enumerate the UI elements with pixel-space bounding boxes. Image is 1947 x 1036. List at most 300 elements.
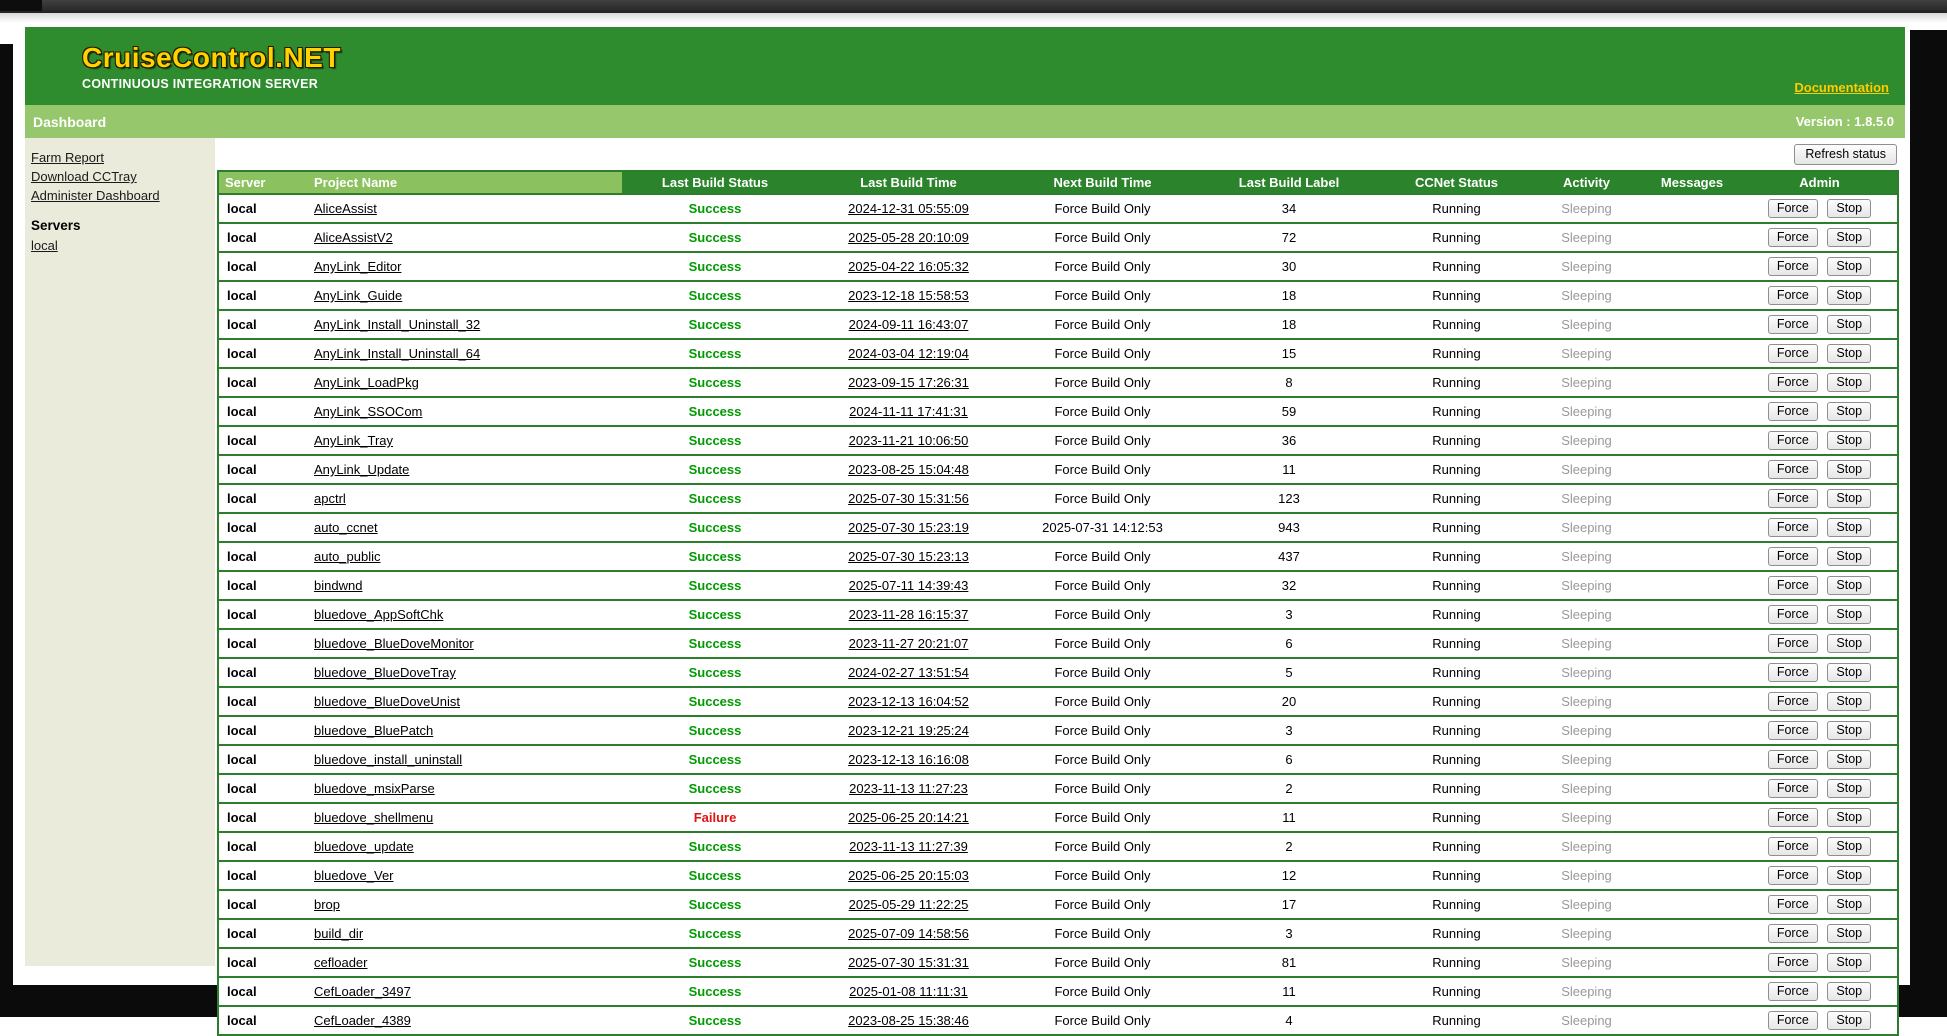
stop-button[interactable]: Stop bbox=[1827, 866, 1871, 885]
project-link[interactable]: AnyLink_LoadPkg bbox=[314, 375, 419, 390]
last-build-time-link[interactable]: 2025-07-09 14:58:56 bbox=[848, 926, 969, 941]
stop-button[interactable]: Stop bbox=[1827, 257, 1871, 276]
table-row bbox=[218, 658, 1898, 687]
last-build-time-link[interactable]: 2023-12-13 16:04:52 bbox=[848, 694, 969, 709]
server-cell: local bbox=[218, 629, 308, 658]
last-build-time-link[interactable]: 2025-06-25 20:15:03 bbox=[848, 868, 969, 883]
admin-cell bbox=[1742, 455, 1898, 484]
table-row bbox=[218, 716, 1898, 745]
build-status: Success bbox=[688, 549, 742, 564]
next-build-time: Force Build Only bbox=[1009, 600, 1196, 629]
column-header-ccnet-status: CCNet Status bbox=[1382, 171, 1531, 194]
activity-status: Sleeping bbox=[1531, 890, 1642, 919]
ccnet-status: Running bbox=[1382, 832, 1531, 861]
stop-button[interactable]: Stop bbox=[1827, 402, 1871, 421]
last-build-time-link[interactable]: 2024-02-27 13:51:54 bbox=[848, 665, 969, 680]
force-button[interactable]: Force bbox=[1768, 721, 1818, 740]
last-build-time-link[interactable]: 2025-07-30 15:31:31 bbox=[848, 955, 969, 970]
stop-button[interactable]: Stop bbox=[1827, 605, 1871, 624]
column-header-last-build-label: Last Build Label bbox=[1196, 171, 1382, 194]
server-cell: local bbox=[218, 455, 308, 484]
force-button[interactable]: Force bbox=[1768, 460, 1818, 479]
stop-button[interactable]: Stop bbox=[1827, 315, 1871, 334]
stop-button[interactable]: Stop bbox=[1827, 750, 1871, 769]
next-build-time: Force Build Only bbox=[1009, 890, 1196, 919]
ccnet-status: Running bbox=[1382, 281, 1531, 310]
last-build-time-link[interactable]: 2024-09-11 16:43:07 bbox=[848, 317, 969, 332]
activity-status: Sleeping bbox=[1531, 861, 1642, 890]
last-build-time-link[interactable]: 2025-01-08 11:11:31 bbox=[849, 984, 968, 999]
force-button[interactable]: Force bbox=[1768, 808, 1818, 827]
next-build-time: Force Build Only bbox=[1009, 484, 1196, 513]
build-status: Success bbox=[688, 375, 742, 390]
table-row bbox=[218, 542, 1898, 571]
admin-cell bbox=[1742, 658, 1898, 687]
column-header-last-build-time: Last Build Time bbox=[808, 171, 1009, 194]
server-cell: local bbox=[218, 368, 308, 397]
project-link[interactable]: bluedove_msixParse bbox=[314, 781, 435, 796]
project-link[interactable]: AliceAssistV2 bbox=[314, 230, 393, 245]
messages-cell bbox=[1642, 716, 1742, 745]
server-cell: local bbox=[218, 252, 308, 281]
ccnet-status: Running bbox=[1382, 658, 1531, 687]
force-button[interactable]: Force bbox=[1768, 228, 1818, 247]
server-cell: local bbox=[218, 948, 308, 977]
admin-cell bbox=[1742, 629, 1898, 658]
activity-status: Sleeping bbox=[1531, 687, 1642, 716]
force-button[interactable]: Force bbox=[1768, 605, 1818, 624]
app-header bbox=[25, 27, 1905, 105]
build-label: 6 bbox=[1196, 629, 1382, 658]
last-build-time-link[interactable]: 2024-11-11 17:41:31 bbox=[849, 404, 968, 419]
activity-status: Sleeping bbox=[1531, 629, 1642, 658]
force-button[interactable]: Force bbox=[1768, 663, 1818, 682]
project-link[interactable]: AnyLink_SSOCom bbox=[314, 404, 423, 419]
table-row bbox=[218, 803, 1898, 832]
server-cell: local bbox=[218, 310, 308, 339]
admin-cell bbox=[1742, 774, 1898, 803]
main-content bbox=[215, 138, 1905, 1036]
ccnet-status: Running bbox=[1382, 426, 1531, 455]
stop-button[interactable]: Stop bbox=[1827, 547, 1871, 566]
build-status: Success bbox=[688, 230, 742, 245]
last-build-time-link[interactable]: 2023-08-25 15:04:48 bbox=[848, 462, 969, 477]
ccnet-status: Running bbox=[1382, 600, 1531, 629]
server-cell: local bbox=[218, 1006, 308, 1035]
force-button[interactable]: Force bbox=[1768, 1011, 1818, 1030]
window-frame-right bbox=[1910, 30, 1947, 1017]
last-build-time-link[interactable]: 2025-07-30 15:23:19 bbox=[848, 520, 969, 535]
activity-status: Sleeping bbox=[1531, 194, 1642, 223]
last-build-time-link[interactable]: 2025-06-25 20:14:21 bbox=[848, 810, 969, 825]
server-cell: local bbox=[218, 426, 308, 455]
build-label: 36 bbox=[1196, 426, 1382, 455]
activity-status: Sleeping bbox=[1531, 484, 1642, 513]
last-build-time-link[interactable]: 2025-07-30 15:31:56 bbox=[848, 491, 969, 506]
activity-status: Sleeping bbox=[1531, 281, 1642, 310]
last-build-time-link[interactable]: 2025-04-22 16:05:32 bbox=[848, 259, 969, 274]
ccnet-status: Running bbox=[1382, 339, 1531, 368]
admin-cell bbox=[1742, 1006, 1898, 1035]
table-row bbox=[218, 310, 1898, 339]
admin-cell bbox=[1742, 716, 1898, 745]
ccnet-status: Running bbox=[1382, 774, 1531, 803]
build-label: 12 bbox=[1196, 861, 1382, 890]
stop-button[interactable]: Stop bbox=[1827, 808, 1871, 827]
table-row bbox=[218, 339, 1898, 368]
next-build-time: Force Build Only bbox=[1009, 919, 1196, 948]
activity-status: Sleeping bbox=[1531, 252, 1642, 281]
force-button[interactable]: Force bbox=[1768, 402, 1818, 421]
force-button[interactable]: Force bbox=[1768, 779, 1818, 798]
stop-button[interactable]: Stop bbox=[1827, 779, 1871, 798]
last-build-time-link[interactable]: 2025-07-11 14:39:43 bbox=[848, 578, 969, 593]
project-link[interactable]: bluedove_BluePatch bbox=[314, 723, 434, 738]
next-build-time: Force Build Only bbox=[1009, 948, 1196, 977]
project-link[interactable]: bluedove_shellmenu bbox=[314, 810, 434, 825]
build-status: Success bbox=[688, 259, 742, 274]
stop-button[interactable]: Stop bbox=[1827, 895, 1871, 914]
admin-cell bbox=[1742, 687, 1898, 716]
admin-cell bbox=[1742, 861, 1898, 890]
next-build-time: Force Build Only bbox=[1009, 977, 1196, 1006]
activity-status: Sleeping bbox=[1531, 426, 1642, 455]
force-button[interactable]: Force bbox=[1768, 953, 1818, 972]
sidebar-link-download-cctray[interactable]: Download CCTray bbox=[31, 169, 137, 184]
build-label: 8 bbox=[1196, 368, 1382, 397]
build-label: 943 bbox=[1196, 513, 1382, 542]
messages-cell bbox=[1642, 194, 1742, 223]
force-button[interactable]: Force bbox=[1768, 837, 1818, 856]
project-link[interactable]: bluedove_update bbox=[314, 839, 414, 854]
servers-heading: Servers bbox=[31, 218, 81, 233]
build-status: Success bbox=[688, 752, 742, 767]
stop-button[interactable]: Stop bbox=[1827, 518, 1871, 537]
next-build-time: Force Build Only bbox=[1009, 339, 1196, 368]
next-build-time: Force Build Only bbox=[1009, 368, 1196, 397]
last-build-time-link[interactable]: 2023-11-27 20:21:07 bbox=[848, 636, 969, 651]
messages-cell bbox=[1642, 281, 1742, 310]
table-row bbox=[218, 687, 1898, 716]
table-row bbox=[218, 281, 1898, 310]
messages-cell bbox=[1642, 687, 1742, 716]
build-label: 30 bbox=[1196, 252, 1382, 281]
project-link[interactable]: bluedove_BlueDoveUnist bbox=[314, 694, 460, 709]
column-header-messages: Messages bbox=[1642, 171, 1742, 194]
build-status: Success bbox=[688, 955, 742, 970]
force-button[interactable]: Force bbox=[1768, 547, 1818, 566]
column-header-next-build-time: Next Build Time bbox=[1009, 171, 1196, 194]
messages-cell bbox=[1642, 397, 1742, 426]
table-row bbox=[218, 629, 1898, 658]
column-header-project-name: Project Name bbox=[308, 171, 622, 194]
force-button[interactable]: Force bbox=[1768, 924, 1818, 943]
stop-button[interactable]: Stop bbox=[1827, 228, 1871, 247]
force-button[interactable]: Force bbox=[1768, 373, 1818, 392]
project-link[interactable]: AnyLink_Guide bbox=[314, 288, 403, 303]
stop-button[interactable]: Stop bbox=[1827, 576, 1871, 595]
last-build-time-link[interactable]: 2025-05-28 20:10:09 bbox=[848, 230, 969, 245]
force-button[interactable]: Force bbox=[1768, 199, 1818, 218]
activity-status: Sleeping bbox=[1531, 542, 1642, 571]
messages-cell bbox=[1642, 542, 1742, 571]
admin-cell bbox=[1742, 194, 1898, 223]
ccnet-status: Running bbox=[1382, 716, 1531, 745]
table-row bbox=[218, 977, 1898, 1006]
admin-cell bbox=[1742, 832, 1898, 861]
activity-status: Sleeping bbox=[1531, 455, 1642, 484]
build-status: Success bbox=[688, 288, 742, 303]
admin-cell bbox=[1742, 977, 1898, 1006]
messages-cell bbox=[1642, 948, 1742, 977]
next-build-time: Force Build Only bbox=[1009, 252, 1196, 281]
stop-button[interactable]: Stop bbox=[1827, 489, 1871, 508]
activity-status: Sleeping bbox=[1531, 397, 1642, 426]
app-logo-title: CruiseControl.NET bbox=[82, 42, 341, 73]
ccnet-status: Running bbox=[1382, 542, 1531, 571]
stop-button[interactable]: Stop bbox=[1827, 982, 1871, 1001]
build-status: Success bbox=[688, 433, 742, 448]
force-button[interactable]: Force bbox=[1768, 431, 1818, 450]
project-link[interactable]: CefLoader_3497 bbox=[314, 984, 411, 999]
build-status: Success bbox=[688, 723, 742, 738]
messages-cell bbox=[1642, 339, 1742, 368]
stop-button[interactable]: Stop bbox=[1827, 373, 1871, 392]
activity-status: Sleeping bbox=[1531, 745, 1642, 774]
last-build-time-link[interactable]: 2023-12-21 19:25:24 bbox=[848, 723, 969, 738]
table-row bbox=[218, 426, 1898, 455]
last-build-time-link[interactable]: 2025-05-29 11:22:25 bbox=[848, 897, 969, 912]
messages-cell bbox=[1642, 629, 1742, 658]
force-button[interactable]: Force bbox=[1768, 692, 1818, 711]
project-link[interactable]: apctrl bbox=[314, 491, 346, 506]
project-link[interactable]: build_dir bbox=[314, 926, 364, 941]
force-button[interactable]: Force bbox=[1768, 257, 1818, 276]
project-link[interactable]: AliceAssist bbox=[314, 201, 377, 216]
stop-button[interactable]: Stop bbox=[1827, 692, 1871, 711]
build-status: Success bbox=[688, 404, 742, 419]
ccnet-status: Running bbox=[1382, 455, 1531, 484]
stop-button[interactable]: Stop bbox=[1827, 837, 1871, 856]
documentation-link[interactable]: Documentation bbox=[1794, 80, 1889, 95]
force-button[interactable]: Force bbox=[1768, 750, 1818, 769]
project-link[interactable]: auto_public bbox=[314, 549, 381, 564]
stop-button[interactable]: Stop bbox=[1827, 663, 1871, 682]
project-link[interactable]: CefLoader_4389 bbox=[314, 1013, 411, 1028]
ccnet-status: Running bbox=[1382, 194, 1531, 223]
force-button[interactable]: Force bbox=[1768, 634, 1818, 653]
table-header-row bbox=[218, 171, 1898, 194]
build-label: 437 bbox=[1196, 542, 1382, 571]
server-cell: local bbox=[218, 571, 308, 600]
next-build-time: Force Build Only bbox=[1009, 310, 1196, 339]
table-row bbox=[218, 484, 1898, 513]
project-link[interactable]: AnyLink_Update bbox=[314, 462, 410, 477]
column-header-activity: Activity bbox=[1531, 171, 1642, 194]
last-build-time-link[interactable]: 2023-11-28 16:15:37 bbox=[848, 607, 969, 622]
next-build-time: Force Build Only bbox=[1009, 542, 1196, 571]
build-label: 3 bbox=[1196, 919, 1382, 948]
project-link[interactable]: AnyLink_Install_Uninstall_32 bbox=[314, 317, 481, 332]
last-build-time-link[interactable]: 2023-12-13 16:16:08 bbox=[848, 752, 969, 767]
force-button[interactable]: Force bbox=[1768, 982, 1818, 1001]
server-cell: local bbox=[218, 745, 308, 774]
force-button[interactable]: Force bbox=[1768, 315, 1818, 334]
next-build-time: Force Build Only bbox=[1009, 832, 1196, 861]
project-link[interactable]: bindwnd bbox=[314, 578, 363, 593]
project-link[interactable]: cefloader bbox=[314, 955, 368, 970]
stop-button[interactable]: Stop bbox=[1827, 953, 1871, 972]
column-header-last-build-status: Last Build Status bbox=[622, 171, 808, 194]
stop-button[interactable]: Stop bbox=[1827, 286, 1871, 305]
table-row bbox=[218, 1006, 1898, 1035]
last-build-time-link[interactable]: 2025-07-30 15:23:13 bbox=[848, 549, 969, 564]
column-header-server: Server bbox=[218, 171, 308, 194]
next-build-time: Force Build Only bbox=[1009, 1006, 1196, 1035]
server-cell: local bbox=[218, 339, 308, 368]
activity-status: Sleeping bbox=[1531, 948, 1642, 977]
next-build-time: Force Build Only bbox=[1009, 629, 1196, 658]
sidebar-link-administer-dashboard[interactable]: Administer Dashboard bbox=[31, 188, 160, 203]
last-build-time-link[interactable]: 2024-03-04 12:19:04 bbox=[848, 346, 969, 361]
messages-cell bbox=[1642, 252, 1742, 281]
admin-cell bbox=[1742, 426, 1898, 455]
build-status: Success bbox=[688, 781, 742, 796]
messages-cell bbox=[1642, 513, 1742, 542]
next-build-time: Force Build Only bbox=[1009, 803, 1196, 832]
build-status: Success bbox=[688, 1013, 742, 1028]
last-build-time-link[interactable]: 2023-09-15 17:26:31 bbox=[848, 375, 969, 390]
project-link[interactable]: AnyLink_Tray bbox=[314, 433, 393, 448]
admin-cell bbox=[1742, 397, 1898, 426]
last-build-time-link[interactable]: 2023-12-18 15:58:53 bbox=[848, 288, 969, 303]
next-build-time: Force Build Only bbox=[1009, 687, 1196, 716]
last-build-time-link[interactable]: 2023-11-13 11:27:39 bbox=[849, 839, 968, 854]
refresh-row bbox=[217, 138, 1905, 170]
ccnet-status: Running bbox=[1382, 629, 1531, 658]
project-link[interactable]: bluedove_install_uninstall bbox=[314, 752, 463, 767]
stop-button[interactable]: Stop bbox=[1827, 199, 1871, 218]
stop-button[interactable]: Stop bbox=[1827, 431, 1871, 450]
build-status: Success bbox=[688, 578, 742, 593]
project-link[interactable]: auto_ccnet bbox=[314, 520, 378, 535]
next-build-time: Force Build Only bbox=[1009, 281, 1196, 310]
last-build-time-link[interactable]: 2024-12-31 05:55:09 bbox=[848, 201, 969, 216]
server-cell: local bbox=[218, 977, 308, 1006]
next-build-time: Force Build Only bbox=[1009, 774, 1196, 803]
server-cell: local bbox=[218, 658, 308, 687]
build-label: 81 bbox=[1196, 948, 1382, 977]
admin-cell bbox=[1742, 571, 1898, 600]
force-button[interactable]: Force bbox=[1768, 518, 1818, 537]
server-cell: local bbox=[218, 513, 308, 542]
stop-button[interactable]: Stop bbox=[1827, 344, 1871, 363]
build-label: 6 bbox=[1196, 745, 1382, 774]
project-link[interactable]: bluedove_AppSoftChk bbox=[314, 607, 444, 622]
activity-status: Sleeping bbox=[1531, 774, 1642, 803]
next-build-time: Force Build Only bbox=[1009, 745, 1196, 774]
messages-cell bbox=[1642, 600, 1742, 629]
project-link[interactable]: bluedove_BlueDoveMonitor bbox=[314, 636, 474, 651]
next-build-time: Force Build Only bbox=[1009, 571, 1196, 600]
project-link[interactable]: bluedove_BlueDoveTray bbox=[314, 665, 456, 680]
stop-button[interactable]: Stop bbox=[1827, 721, 1871, 740]
refresh-status-button[interactable]: Refresh status bbox=[1794, 144, 1897, 165]
force-button[interactable]: Force bbox=[1768, 866, 1818, 885]
build-label: 32 bbox=[1196, 571, 1382, 600]
next-build-time: Force Build Only bbox=[1009, 658, 1196, 687]
build-status: Success bbox=[688, 201, 742, 216]
messages-cell bbox=[1642, 571, 1742, 600]
activity-status: Sleeping bbox=[1531, 339, 1642, 368]
table-row bbox=[218, 600, 1898, 629]
next-build-time: 2025-07-31 14:12:53 bbox=[1009, 513, 1196, 542]
stop-button[interactable]: Stop bbox=[1827, 1011, 1871, 1030]
build-status: Success bbox=[688, 636, 742, 651]
build-label: 18 bbox=[1196, 281, 1382, 310]
project-link[interactable]: bluedove_Ver bbox=[314, 868, 394, 883]
build-label: 34 bbox=[1196, 194, 1382, 223]
activity-status: Sleeping bbox=[1531, 600, 1642, 629]
project-link[interactable]: AnyLink_Editor bbox=[314, 259, 402, 274]
messages-cell bbox=[1642, 1006, 1742, 1035]
server-cell: local bbox=[218, 194, 308, 223]
stop-button[interactable]: Stop bbox=[1827, 634, 1871, 653]
table-row bbox=[218, 861, 1898, 890]
next-build-time: Force Build Only bbox=[1009, 223, 1196, 252]
next-build-time: Force Build Only bbox=[1009, 397, 1196, 426]
messages-cell bbox=[1642, 455, 1742, 484]
ccnet-status: Running bbox=[1382, 223, 1531, 252]
ccnet-status: Running bbox=[1382, 687, 1531, 716]
admin-cell bbox=[1742, 223, 1898, 252]
force-button[interactable]: Force bbox=[1768, 489, 1818, 508]
last-build-time-link[interactable]: 2023-11-21 10:06:50 bbox=[848, 433, 969, 448]
last-build-time-link[interactable]: 2023-11-13 11:27:23 bbox=[849, 781, 968, 796]
project-link[interactable]: AnyLink_Install_Uninstall_64 bbox=[314, 346, 481, 361]
ccnet-status: Running bbox=[1382, 745, 1531, 774]
table-row bbox=[218, 774, 1898, 803]
activity-status: Sleeping bbox=[1531, 310, 1642, 339]
force-button[interactable]: Force bbox=[1768, 576, 1818, 595]
admin-cell bbox=[1742, 252, 1898, 281]
admin-cell bbox=[1742, 542, 1898, 571]
server-cell: local bbox=[218, 919, 308, 948]
window-top-tab bbox=[0, 0, 42, 11]
project-link[interactable]: brop bbox=[314, 897, 341, 912]
build-status: Success bbox=[688, 926, 742, 941]
admin-cell bbox=[1742, 281, 1898, 310]
server-cell: local bbox=[218, 861, 308, 890]
sidebar-link-farm-report[interactable]: Farm Report bbox=[31, 150, 104, 165]
stop-button[interactable]: Stop bbox=[1827, 460, 1871, 479]
build-label: 72 bbox=[1196, 223, 1382, 252]
force-button[interactable]: Force bbox=[1768, 895, 1818, 914]
build-label: 5 bbox=[1196, 658, 1382, 687]
messages-cell bbox=[1642, 977, 1742, 1006]
force-button[interactable]: Force bbox=[1768, 286, 1818, 305]
build-label: 123 bbox=[1196, 484, 1382, 513]
ccnet-status: Running bbox=[1382, 861, 1531, 890]
ccnet-status: Running bbox=[1382, 310, 1531, 339]
messages-cell bbox=[1642, 832, 1742, 861]
stop-button[interactable]: Stop bbox=[1827, 924, 1871, 943]
build-status: Success bbox=[688, 607, 742, 622]
sidebar-server-link-local[interactable]: local bbox=[31, 238, 58, 253]
build-label: 11 bbox=[1196, 455, 1382, 484]
force-button[interactable]: Force bbox=[1768, 344, 1818, 363]
last-build-time-link[interactable]: 2023-08-25 15:38:46 bbox=[848, 1013, 969, 1028]
